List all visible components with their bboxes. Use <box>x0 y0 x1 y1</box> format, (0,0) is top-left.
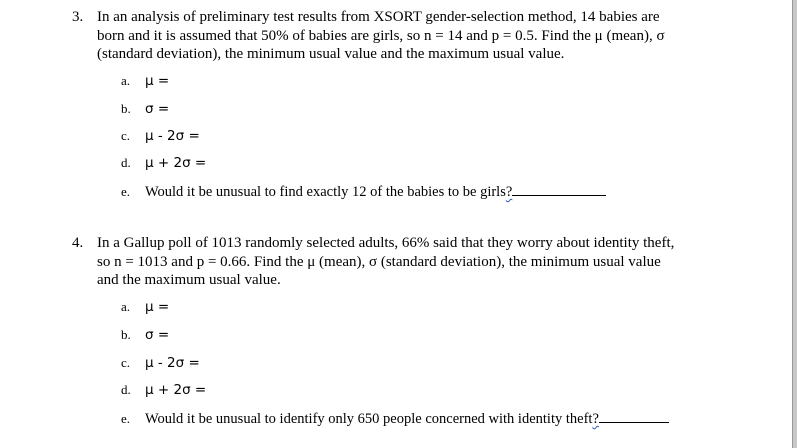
item-label: b. <box>121 101 131 116</box>
question-4-line-2: so n = 1013 and p = 0.66. Find the μ (mean), σ (standard deviation), the minimum usual value <box>97 253 661 270</box>
question-3-item-c <box>121 127 200 145</box>
question-3-item-a <box>121 72 169 90</box>
item-text: μ = <box>145 73 170 89</box>
question-4-item-b <box>121 326 169 344</box>
question-4-line-1: In a Gallup poll of 1013 randomly selected adults, 66% said that they worry about identity theft, <box>97 235 675 251</box>
question-3-line-2: born and it is assumed that 50% of babies are girls, so n = 14 and p = 0.5. Find the μ (mean), σ <box>97 27 665 44</box>
question-3-text <box>97 8 737 64</box>
question-3-item-d <box>121 154 206 172</box>
item-text: Would it be unusual to find exactly 12 of the babies to be girls <box>145 184 506 200</box>
question-4-text <box>97 234 737 290</box>
item-text: μ - 2σ = <box>145 128 200 144</box>
question-3-item-b <box>121 100 169 118</box>
item-label: c. <box>121 355 131 370</box>
item-text: μ = <box>145 299 170 315</box>
question-4-line-3: and the maximum usual value. <box>97 272 281 288</box>
item-label: e. <box>121 411 131 426</box>
question-3-number: 3. <box>72 9 84 25</box>
question-3-line-3: (standard deviation), the minimum usual value and the maximum usual value. <box>97 46 565 62</box>
item-label: c. <box>121 128 131 143</box>
question-4-item-c <box>121 354 200 372</box>
window-edge <box>793 0 797 448</box>
question-4-item-d <box>121 381 206 399</box>
question-4-number: 4. <box>72 235 84 251</box>
item-label: e. <box>121 184 131 199</box>
item-text: Would it be unusual to identify only 650 people concerned with identity theft <box>145 411 593 427</box>
item-label: a. <box>121 299 131 314</box>
spellcheck-mark: ? <box>505 184 513 200</box>
question-3-line-1: In an analysis of preliminary test results from XSORT gender-selection method, 14 babies are <box>97 9 660 25</box>
item-text: μ + 2σ = <box>145 382 207 398</box>
item-label: d. <box>121 382 131 397</box>
answer-blank[interactable] <box>599 408 669 423</box>
answer-blank[interactable] <box>512 181 606 196</box>
item-text: σ = <box>145 327 170 343</box>
question-3-item-e <box>121 181 606 201</box>
item-label: b. <box>121 327 131 342</box>
item-text: μ - 2σ = <box>145 355 200 371</box>
question-4-item-e <box>121 408 669 428</box>
item-text: σ = <box>145 101 170 117</box>
item-text: μ + 2σ = <box>145 155 207 171</box>
question-4-item-a <box>121 298 169 316</box>
item-label: d. <box>121 155 131 170</box>
item-label: a. <box>121 73 131 88</box>
spellcheck-mark: ? <box>592 411 599 427</box>
